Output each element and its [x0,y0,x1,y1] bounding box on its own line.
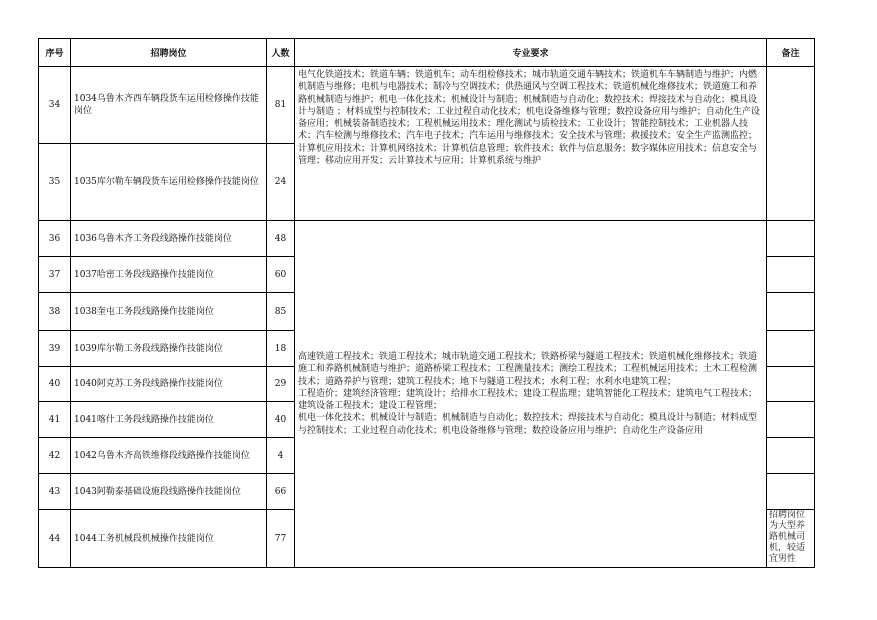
row-count: 48 [267,221,295,257]
remarks-cell-empty [767,293,815,331]
row-count: 24 [267,144,295,221]
row-no: 38 [39,293,71,331]
requirements-line: 工程造价；建筑经济管理；建筑设计；给排水工程技术；建设工程监理；建筑智能化工程技术；建筑电气工程技术；建筑设备工程技术；建设工程管理； [298,388,758,412]
row-position: 1037哈密工务段线路操作技能岗位 [71,257,267,293]
row-position: 1034乌鲁木齐西车辆段货车运用检修操作技能岗位 [71,67,267,144]
row-position: 1044工务机械段机械操作技能岗位 [71,510,267,568]
row-no: 39 [39,331,71,367]
row-no: 41 [39,402,71,438]
remarks-cell-empty [767,331,815,367]
requirements-group-2 [295,221,767,568]
row-position: 1038奎屯工务段线路操作技能岗位 [71,293,267,331]
remarks-cell-empty [767,367,815,402]
row-no: 43 [39,474,71,510]
row-no: 37 [39,257,71,293]
header-count: 人数 [267,39,295,67]
row-count: 18 [267,331,295,367]
row-no: 42 [39,438,71,474]
row-no: 34 [39,67,71,144]
remarks-cell-empty [767,257,815,293]
row-count: 4 [267,438,295,474]
remarks-cell-empty [767,474,815,510]
row-no: 44 [39,510,71,568]
requirements-group-1: 电气化铁道技术；铁道车辆；铁道机车；动车组检修技术；城市轨道交通车辆技术；铁道机车车辆制造与维护；内燃机制造与维修；电机与电器技术；制冷与空调技术；供热通风与空调工程技术；铁道机械化维修技术；铁道施工和养路机械制造与维护；机电一体化技术；机械设计与制造；机械制造与自动化；数控技术；焊接技术与自动化；模具设计与制造 ；材料成型与控制技术；工业过程自动化技术；机电设备维修与管理；数控设备应用与维护；自动化生产设备应用；机械装备制造技术；工程机械运用技术；理化测试与质检技术；工业设计；智能控制技术；工业机器人技术；汽车检测与维修技术；汽车电子技术；汽车运用与维修技术；安全技术与管理；救援技术；安全生产监测监控；计算机应用技术；计算机网络技术；计算机信息管理；软件技术；软件与信息服务；数字媒体应用技术；信息安全与管理；移动应用开发；云计算技术与应用；计算机系统与维护 [295,67,767,221]
row-count: 81 [267,67,295,144]
row-position: 1040阿克苏工务段线路操作技能岗位 [71,367,267,402]
row-count: 66 [267,474,295,510]
header-position: 招聘岗位 [71,39,267,67]
table-row [39,221,815,257]
table-row [39,67,815,144]
requirements-line: 机电一体化技术；机械设计与制造；机械制造与自动化；数控技术；焊接技术与自动化；模具设计与制造；材料成型与控制技术；工业过程自动化技术；机电设备维修与管理；数控设备应用与维护；自动化生产设备应用 [298,413,758,436]
header-row [39,39,815,67]
row-count: 29 [267,367,295,402]
row-no: 40 [39,367,71,402]
row-position: 1043阿勒泰基础设施段线路操作技能岗位 [71,474,267,510]
header-remarks: 备注 [767,39,815,67]
remarks-cell-empty [767,402,815,438]
row-position: 1036乌鲁木齐工务段线路操作技能岗位 [71,221,267,257]
row-count: 85 [267,293,295,331]
remarks-cell-empty [767,67,815,221]
header-requirements: 专业要求 [295,39,767,67]
row-count: 77 [267,510,295,568]
row-no: 36 [39,221,71,257]
remarks-cell-empty [767,438,815,474]
recruitment-table [38,38,815,568]
requirements-line: 高速铁道工程技术；铁道工程技术；城市轨道交通工程技术；铁路桥梁与隧道工程技术；铁道机械化维修技术；铁道施工和养路机械制造与维护；道路桥梁工程技术；工程测量技术；测绘工程技术；工程机械运用技术；土木工程检测技术；道路养护与管理；建筑工程技术；地下与隧道工程技术；水利工程；水利水电建筑工程； [298,351,758,387]
row-no: 35 [39,144,71,221]
remarks-cell: 招聘岗位为大型养路机械司机，较适宜男性 [767,510,815,568]
row-position: 1035库尔勒车辆段货车运用检修操作技能岗位 [71,144,267,221]
remarks-cell-empty [767,221,815,257]
row-count: 60 [267,257,295,293]
row-position: 1041喀什工务段线路操作技能岗位 [71,402,267,438]
row-position: 1042乌鲁木齐高铁维修段线路操作技能岗位 [71,438,267,474]
header-no: 序号 [39,39,71,67]
row-position: 1039库尔勒工务段线路操作技能岗位 [71,331,267,367]
row-count: 40 [267,402,295,438]
